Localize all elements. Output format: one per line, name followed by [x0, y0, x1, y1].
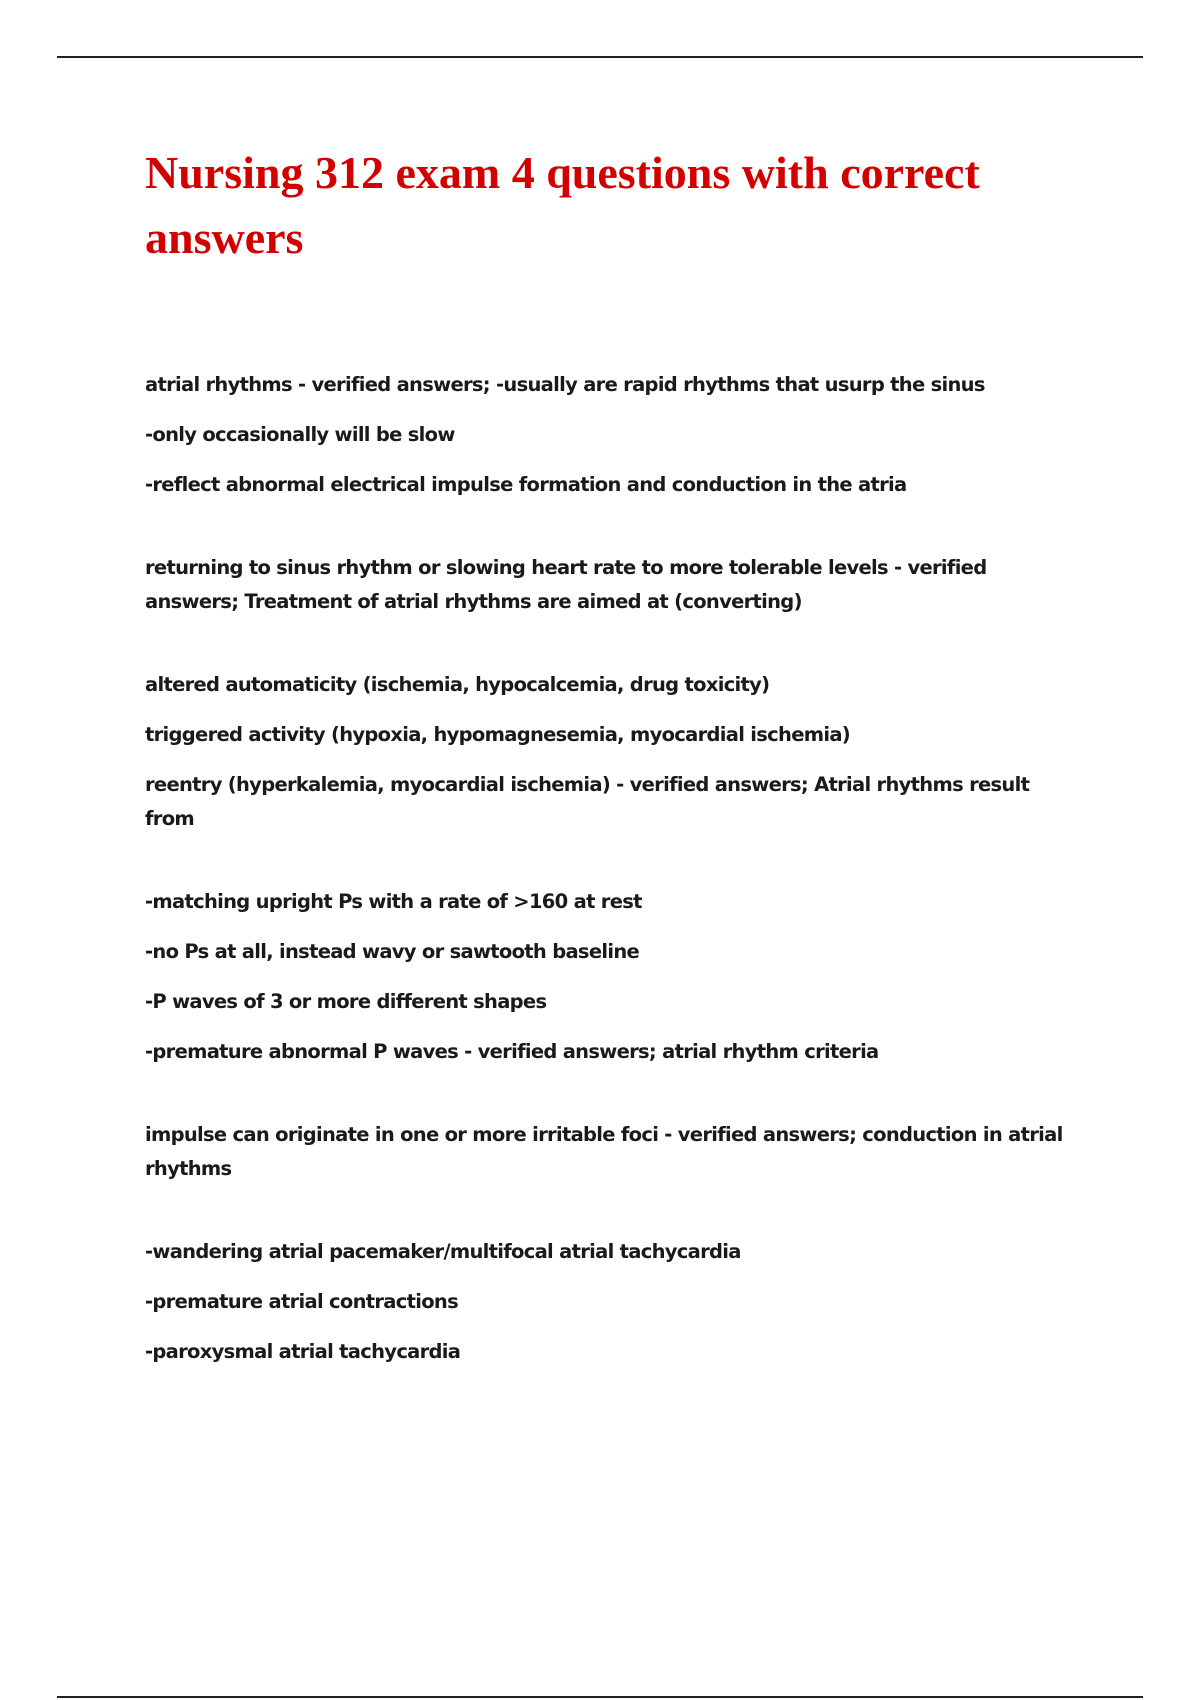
qa-item [145, 1235, 1065, 1369]
qa-line: -matching upright Ps with a rate of >160 at rest [145, 890, 642, 913]
qa-line: atrial rhythms - verified answers; -usually are rapid rhythms that usurp the sinus [145, 373, 985, 396]
qa-item [145, 368, 1065, 502]
qa-line: impulse can originate in one or more irritable foci - verified answers; conduction in atrial rhythms [145, 1123, 1069, 1180]
bottom-rule [57, 1696, 1143, 1698]
qa-item [145, 668, 1065, 836]
qa-line: -premature atrial contractions [145, 1290, 459, 1313]
document-title: Nursing 312 exam 4 questions with correct answers [145, 147, 980, 263]
document-body [145, 140, 1069, 1418]
qa-line: -no Ps at all, instead wavy or sawtooth baseline [145, 940, 640, 963]
qa-line: altered automaticity (ischemia, hypocalcemia, drug toxicity) [145, 673, 770, 696]
qa-item [145, 551, 1065, 619]
qa-list [145, 368, 1069, 1369]
qa-line: reentry (hyperkalemia, myocardial ischemia) - verified answers; Atrial rhythms result from [145, 773, 1036, 830]
top-rule [57, 56, 1143, 58]
qa-line: -premature abnormal P waves - verified answers; atrial rhythm criteria [145, 1040, 879, 1063]
qa-line: -paroxysmal atrial tachycardia [145, 1340, 461, 1363]
qa-line: triggered activity (hypoxia, hypomagnesemia, myocardial ischemia) [145, 723, 851, 746]
qa-line: -only occasionally will be slow [145, 423, 455, 446]
qa-line: -P waves of 3 or more different shapes [145, 990, 547, 1013]
qa-item [145, 885, 1065, 1069]
qa-line: returning to sinus rhythm or slowing heart rate to more tolerable levels - verified answers; Treatment of atrial rhythms are aimed at (converting) [145, 556, 993, 613]
qa-item [145, 1118, 1069, 1186]
qa-line: -wandering atrial pacemaker/multifocal atrial tachycardia [145, 1240, 741, 1263]
qa-line: -reflect abnormal electrical impulse formation and conduction in the atria [145, 473, 907, 496]
